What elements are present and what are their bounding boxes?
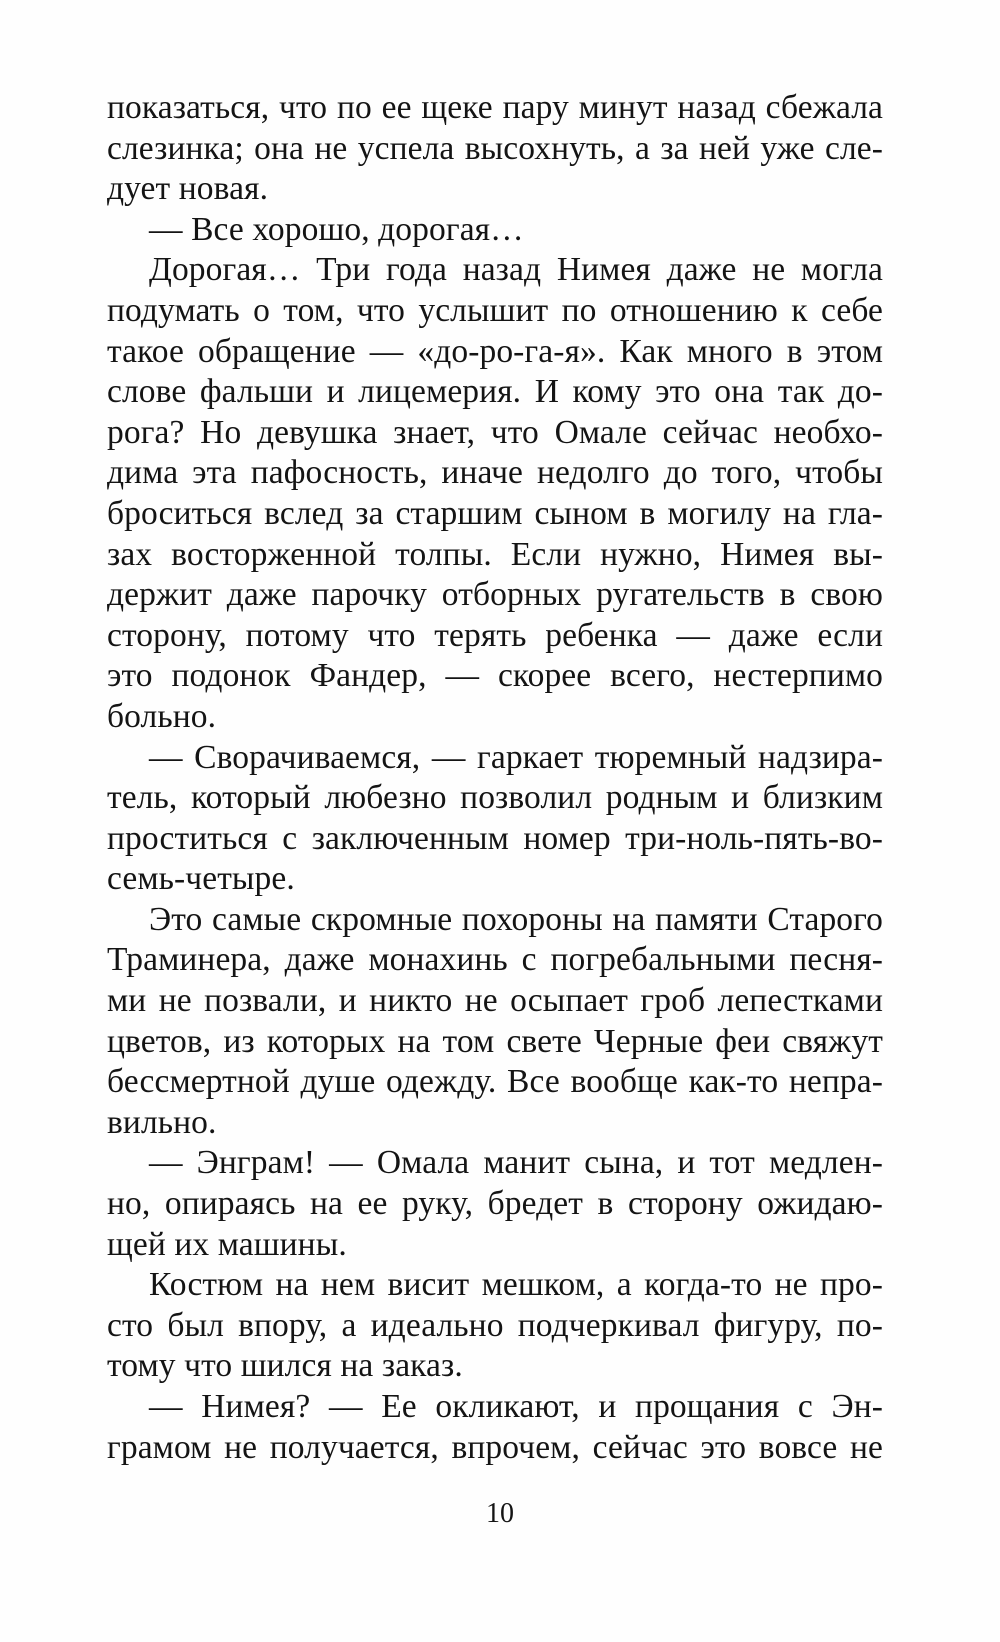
text-line: больно.	[107, 697, 217, 735]
text-line: сторону, потому что терять ребенка — даже если	[107, 616, 883, 654]
text-line: грамом не получается, впрочем, сейчас это вовсе не	[107, 1428, 883, 1466]
text-line: держит даже парочку отборных ругательств в свою	[107, 576, 883, 614]
text-line: бессмертной душе одежду. Все вообще как-то непра-	[107, 1063, 883, 1101]
text-line: — Энграм! — Омала манит сына, и тот медлен-	[149, 1144, 883, 1182]
text-line: сто был впору, а идеально подчеркивал фигуру, по-	[107, 1306, 883, 1344]
text-line: показаться, что по ее щеке пару минут назад сбежала	[107, 89, 883, 126]
text-line: Костюм на нем висит мешком, а когда-то не про-	[149, 1266, 883, 1304]
text-line: щей их машины.	[107, 1225, 347, 1263]
text-line: дима эта пафосность, иначе недолго до того, чтобы	[107, 454, 883, 492]
text-line: подумать о том, что услышит по отношению к себе	[107, 291, 883, 329]
text-line: ми не позвали, и никто не осыпает гроб лепестками	[107, 982, 883, 1020]
text-line: семь-четыре.	[107, 860, 295, 898]
text-line: цветов, из которых на том свете Черные феи свяжут	[107, 1022, 883, 1060]
text-line: — Все хорошо, дорогая…	[149, 210, 524, 248]
text-line: Траминера, даже монахинь с погребальными песня-	[107, 941, 883, 979]
text-line: проститься с заключенным номер три-ноль-пять-во-	[107, 819, 883, 857]
text-line: зах восторженной толпы. Если нужно, Нимея вы-	[107, 535, 883, 573]
text-line: слове фальши и лицемерия. И кому это она так до-	[107, 373, 883, 411]
text-line: броситься вслед за старшим сыном в могилу на гла-	[107, 494, 883, 532]
text-line: слезинка; она не успела высохнуть, а за ней уже сле-	[107, 129, 883, 167]
text-line: но, опираясь на ее руку, бредет в сторону ожидаю-	[107, 1185, 883, 1223]
text-line: тому что шился на заказ.	[107, 1347, 463, 1385]
text-line: Дорогая… Три года назад Нимея даже не могла	[149, 251, 883, 289]
text-line: Это самые скромные похороны на памяти Старого	[149, 900, 883, 938]
text-line: дует новая.	[107, 170, 269, 208]
body-text	[107, 88, 883, 1468]
text-line: — Нимея? — Ее окликают, и прощания с Эн-	[149, 1388, 883, 1425]
text-line: такое обращение — «до-ро-га-я». Как много в этом	[107, 332, 883, 370]
page-number: 10	[486, 1498, 514, 1529]
text-line: это подонок Фандер, — скорее всего, нестерпимо	[107, 657, 883, 695]
text-line: — Сворачиваемся, — гаркает тюремный надзира-	[149, 738, 883, 776]
text-line: тель, который любезно позволил родным и близким	[107, 779, 883, 817]
text-line: рога? Но девушка знает, что Омале сейчас необхо-	[107, 413, 883, 451]
text-line: вильно.	[107, 1103, 217, 1141]
